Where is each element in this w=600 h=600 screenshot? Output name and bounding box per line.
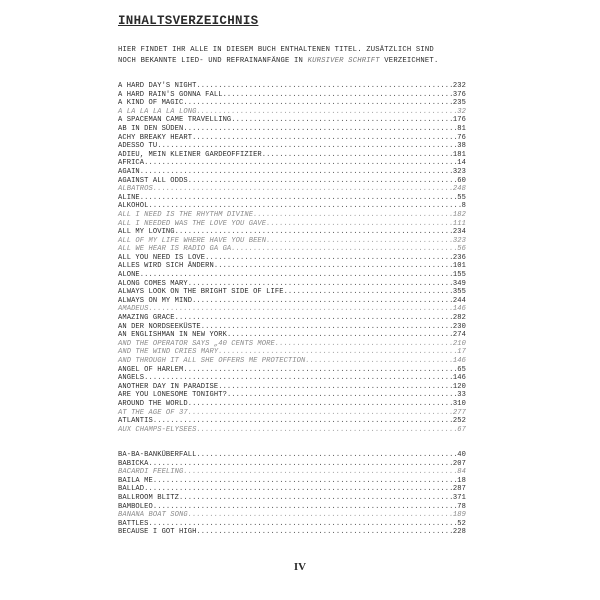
toc-entry bbox=[118, 340, 466, 349]
toc-entry-page: 287 bbox=[452, 485, 466, 494]
intro-italic-phrase: KURSIVER SCHRIFT bbox=[307, 57, 380, 65]
dot-leader bbox=[196, 426, 457, 435]
toc-entry-page: 67 bbox=[457, 425, 466, 434]
toc-entry bbox=[118, 228, 466, 237]
intro-line-1: HIER FINDET IHR ALLE IN DIESEM BUCH ENTHALTENEN TITEL. ZUSÄTZLICH SIND bbox=[118, 46, 434, 54]
toc-entry bbox=[118, 314, 466, 323]
toc-entry bbox=[118, 108, 466, 117]
toc-entry bbox=[118, 116, 466, 125]
dot-leader bbox=[183, 468, 457, 477]
toc-entry-page: 207 bbox=[452, 459, 466, 468]
toc-entry-title: AMAZING GRACE bbox=[118, 314, 175, 323]
toc-entry bbox=[118, 194, 466, 203]
dot-leader bbox=[201, 323, 453, 332]
toc-entry-title: ALL MY LOVING bbox=[118, 228, 175, 237]
toc-entry-page: 120 bbox=[452, 382, 466, 391]
dot-leader bbox=[231, 245, 457, 254]
dot-leader bbox=[175, 228, 453, 237]
toc-entry-title: AN ENGLISHMAN IN NEW YORK bbox=[118, 331, 227, 340]
toc-entry bbox=[118, 520, 466, 529]
toc-entry-title: ALINE bbox=[118, 193, 140, 202]
toc-entry-title: A KIND OF MAGIC bbox=[118, 99, 184, 108]
intro-line-2 bbox=[118, 57, 438, 65]
dot-leader bbox=[196, 82, 452, 91]
toc-entry bbox=[118, 151, 466, 160]
toc-entry-page: 146 bbox=[452, 374, 466, 383]
toc-entry bbox=[118, 237, 466, 246]
toc-entry-title: ALLES WIRD SICH ÄNDERN bbox=[118, 262, 214, 271]
toc-entry-page: 155 bbox=[452, 271, 466, 280]
dot-leader bbox=[149, 202, 462, 211]
toc-entry bbox=[118, 262, 466, 271]
toc-entry-page: 182 bbox=[452, 210, 466, 219]
toc-entry-title: ADESSO TU bbox=[118, 142, 158, 151]
toc-entry bbox=[118, 177, 466, 186]
dot-leader bbox=[140, 194, 457, 203]
toc-entry-title: AN DER NORDSEEKÜSTE bbox=[118, 322, 201, 331]
dot-leader bbox=[153, 503, 457, 512]
toc-entry-title: ALONE bbox=[118, 271, 140, 280]
toc-entry-page: 230 bbox=[452, 322, 466, 331]
toc-entry-page: 146 bbox=[452, 305, 466, 314]
toc-entry-title: AT THE AGE OF 37 bbox=[118, 408, 188, 417]
toc-entry bbox=[118, 366, 466, 375]
toc-entry-title: A HARD RAIN'S GONNA FALL bbox=[118, 90, 223, 99]
toc-entry-page: 323 bbox=[452, 236, 466, 245]
dot-leader bbox=[227, 391, 457, 400]
toc-entry-title: AND THE WIND CRIES MARY bbox=[118, 348, 219, 357]
dot-leader bbox=[144, 485, 453, 494]
toc-entry-page: 248 bbox=[452, 185, 466, 194]
dot-leader bbox=[266, 237, 453, 246]
dot-leader bbox=[284, 288, 453, 297]
dot-leader bbox=[218, 383, 453, 392]
dot-leader bbox=[144, 374, 453, 383]
toc-entry-title: BACARDI FEELING bbox=[118, 468, 184, 477]
dot-leader bbox=[140, 168, 453, 177]
toc-entry bbox=[118, 185, 466, 194]
toc-entry-title: BALLROOM BLITZ bbox=[118, 493, 179, 502]
dot-leader bbox=[183, 99, 453, 108]
dot-leader bbox=[192, 297, 453, 306]
dot-leader bbox=[231, 116, 453, 125]
toc-entry bbox=[118, 323, 466, 332]
toc-entry-page: 38 bbox=[457, 142, 466, 151]
dot-leader bbox=[153, 185, 453, 194]
toc-entry-page: 355 bbox=[452, 288, 466, 297]
dot-leader bbox=[253, 211, 453, 220]
dot-leader bbox=[183, 366, 457, 375]
toc-entry bbox=[118, 477, 466, 486]
toc-entry-title: BAILA ME bbox=[118, 476, 153, 485]
toc-entry-page: 111 bbox=[452, 219, 466, 228]
toc-entry-title: A SPACEMAN CAME TRAVELLING bbox=[118, 116, 232, 125]
dot-leader bbox=[153, 417, 453, 426]
toc-entry bbox=[118, 503, 466, 512]
toc-entry-page: 60 bbox=[457, 176, 466, 185]
toc-entry-title: ACHY BREAKY HEART bbox=[118, 133, 193, 142]
toc-entry-page: 33 bbox=[457, 391, 466, 400]
toc-section-b bbox=[118, 451, 466, 537]
toc-entry-title: AGAIN bbox=[118, 167, 140, 176]
toc-entry-title: AROUND THE WORLD bbox=[118, 399, 188, 408]
toc-entry-title: ALKOHOL bbox=[118, 202, 149, 211]
toc-entry-page: 32 bbox=[457, 107, 466, 116]
toc-entry-page: 232 bbox=[452, 82, 466, 90]
toc-entry-page: 176 bbox=[452, 116, 466, 125]
toc-entry bbox=[118, 511, 466, 520]
dot-leader bbox=[214, 262, 453, 271]
toc-entry bbox=[118, 91, 466, 100]
toc-entry-page: 81 bbox=[457, 124, 466, 133]
toc-entry bbox=[118, 134, 466, 143]
dot-leader bbox=[149, 460, 453, 469]
toc-entry-title: BATTLES bbox=[118, 519, 149, 528]
dot-leader bbox=[223, 91, 453, 100]
toc-entry bbox=[118, 82, 466, 91]
toc-entry-page: 228 bbox=[452, 528, 466, 537]
toc-entry bbox=[118, 125, 466, 134]
toc-entry-title: ALONG COMES MARY bbox=[118, 279, 188, 288]
toc-entry-title: ADIEU, MEIN KLEINER GARDEOFFIZIER bbox=[118, 150, 262, 159]
toc-entry-title: AND THROUGH IT ALL SHE OFFERS ME PROTECTION bbox=[118, 357, 306, 365]
toc-entry bbox=[118, 451, 466, 460]
dot-leader bbox=[140, 271, 453, 280]
toc-entry-title: BANANA BOAT SONG bbox=[118, 511, 188, 520]
toc-entry-title: ANOTHER DAY IN PARADISE bbox=[118, 382, 219, 391]
toc-entry-page: 14 bbox=[457, 159, 466, 168]
toc-entry bbox=[118, 391, 466, 400]
toc-entry bbox=[118, 271, 466, 280]
toc-entry-title: A HARD DAY'S NIGHT bbox=[118, 82, 197, 90]
toc-entry bbox=[118, 99, 466, 108]
toc-entry bbox=[118, 245, 466, 254]
intro-line-2-start: NOCH BEKANNTE LIED- UND REFRAINANFÄNGE IN bbox=[118, 57, 308, 65]
toc-entry-title: ANGELS bbox=[118, 374, 145, 383]
dot-leader bbox=[196, 108, 457, 117]
toc-entry-page: 234 bbox=[452, 228, 466, 237]
toc-entry-page: 244 bbox=[452, 296, 466, 305]
toc-entry-page: 56 bbox=[457, 245, 466, 254]
toc-entry bbox=[118, 168, 466, 177]
toc-entry bbox=[118, 288, 466, 297]
toc-entry-page: 40 bbox=[457, 451, 466, 459]
dot-leader bbox=[144, 159, 457, 168]
dot-leader bbox=[196, 451, 457, 460]
page-title: INHALTSVERZEICHNIS bbox=[118, 14, 259, 28]
dot-leader bbox=[218, 348, 457, 357]
toc-entry-title: ALL WE HEAR IS RADIO GA GA bbox=[118, 245, 232, 254]
dot-leader bbox=[175, 314, 453, 323]
toc-entry-page: 65 bbox=[457, 365, 466, 374]
toc-entry-page: 8 bbox=[461, 202, 466, 211]
toc-entry bbox=[118, 331, 466, 340]
dot-leader bbox=[188, 280, 453, 289]
toc-entry-title: BA-BA-BANKÜBERFALL bbox=[118, 451, 197, 459]
toc-entry bbox=[118, 468, 466, 477]
toc-entry bbox=[118, 426, 466, 435]
toc-entry-page: 282 bbox=[452, 314, 466, 323]
toc-entry-title: ALBATROS bbox=[118, 185, 153, 194]
toc-entry-page: 376 bbox=[452, 90, 466, 99]
dot-leader bbox=[149, 305, 453, 314]
toc-entry bbox=[118, 374, 466, 383]
dot-leader bbox=[153, 477, 457, 486]
toc-entry bbox=[118, 202, 466, 211]
toc-section-a bbox=[118, 82, 466, 434]
intro-line-2-end: VERZEICHNET. bbox=[379, 57, 439, 65]
dot-leader bbox=[188, 409, 453, 418]
toc-entry bbox=[118, 142, 466, 151]
toc-entry-page: 323 bbox=[452, 167, 466, 176]
toc-entry-page: 55 bbox=[457, 193, 466, 202]
toc-entry bbox=[118, 280, 466, 289]
dot-leader bbox=[305, 357, 453, 366]
toc-entry-page: 310 bbox=[452, 399, 466, 408]
toc-entry-title: AB IN DEN SÜDEN bbox=[118, 124, 184, 133]
toc-entry-page: 17 bbox=[457, 348, 466, 357]
toc-entry-title: BABICKA bbox=[118, 459, 149, 468]
toc-entry-title: AND THE OPERATOR SAYS „40 CENTS MORE bbox=[118, 339, 275, 348]
dot-leader bbox=[157, 142, 457, 151]
toc-entry-title: BECAUSE I GOT HIGH bbox=[118, 528, 197, 537]
toc-entry-title: ALWAYS ON MY MIND bbox=[118, 296, 193, 305]
toc-entry bbox=[118, 297, 466, 306]
toc-entry bbox=[118, 417, 466, 426]
toc-entry-page: 236 bbox=[452, 253, 466, 262]
toc-entry-title: ALL OF MY LIFE WHERE HAVE YOU BEEN bbox=[118, 236, 267, 245]
toc-entry bbox=[118, 485, 466, 494]
dot-leader bbox=[149, 520, 458, 529]
dot-leader bbox=[183, 125, 457, 134]
toc-entry bbox=[118, 528, 466, 537]
toc-entry-page: 371 bbox=[452, 493, 466, 502]
dot-leader bbox=[188, 177, 458, 186]
toc-entry bbox=[118, 305, 466, 314]
toc-entry bbox=[118, 220, 466, 229]
toc-entry bbox=[118, 400, 466, 409]
toc-entry-page: 101 bbox=[452, 262, 466, 271]
toc-entry-title: ARE YOU LONESOME TONIGHT? bbox=[118, 391, 227, 400]
toc-entry-title: BAMBOLEO bbox=[118, 502, 153, 511]
toc-entry-page: 210 bbox=[452, 339, 466, 348]
dot-leader bbox=[179, 494, 453, 503]
toc-entry-page: 274 bbox=[452, 331, 466, 340]
toc-entry-title: AGAINST ALL ODDS bbox=[118, 176, 188, 185]
toc-entry-page: 235 bbox=[452, 99, 466, 108]
toc-entry-title: ALWAYS LOOK ON THE BRIGHT SIDE OF LIFE bbox=[118, 288, 284, 297]
toc-entry-page: 84 bbox=[457, 468, 466, 477]
toc-entry-title: ANGEL OF HARLEM bbox=[118, 365, 184, 374]
toc-entry-title: A LA LA LA LA LONG bbox=[118, 107, 197, 116]
toc-entry bbox=[118, 357, 466, 366]
toc-entry-title: ALL I NEED IS THE RHYTHM DIVINE bbox=[118, 210, 254, 219]
dot-leader bbox=[188, 400, 453, 409]
toc-entry-page: 349 bbox=[452, 279, 466, 288]
toc-entry bbox=[118, 211, 466, 220]
page-number: IV bbox=[293, 561, 307, 573]
dot-leader bbox=[275, 340, 453, 349]
toc-entry-page: 146 bbox=[452, 357, 466, 365]
toc-entry bbox=[118, 348, 466, 357]
toc-entry-title: ALL YOU NEED IS LOVE bbox=[118, 253, 206, 262]
toc-entry bbox=[118, 383, 466, 392]
toc-entry bbox=[118, 494, 466, 503]
toc-entry-title: BALLAD bbox=[118, 485, 145, 494]
dot-leader bbox=[205, 254, 453, 263]
toc-entry-page: 189 bbox=[452, 511, 466, 520]
toc-entry bbox=[118, 460, 466, 469]
toc-entry-page: 277 bbox=[452, 408, 466, 417]
toc-entry-page: 78 bbox=[457, 502, 466, 511]
dot-leader bbox=[262, 151, 453, 160]
dot-leader bbox=[227, 331, 453, 340]
toc-entry-page: 18 bbox=[457, 476, 466, 485]
dot-leader bbox=[192, 134, 457, 143]
dot-leader bbox=[196, 528, 452, 537]
toc-entry-page: 52 bbox=[457, 519, 466, 528]
toc-entry-page: 181 bbox=[452, 150, 466, 159]
dot-leader bbox=[266, 220, 453, 229]
toc-entry-title: AMADEUS bbox=[118, 305, 149, 314]
toc-entry-page: 76 bbox=[457, 133, 466, 142]
dot-leader bbox=[188, 511, 453, 520]
toc-entry-title: AUX CHAMPS-ELYSEES bbox=[118, 425, 197, 434]
toc-entry bbox=[118, 409, 466, 418]
toc-entry-title: ATLANTIS bbox=[118, 417, 153, 426]
toc-entry bbox=[118, 159, 466, 168]
toc-entry-page: 252 bbox=[452, 417, 466, 426]
toc-entry-title: AFRICA bbox=[118, 159, 145, 168]
toc-entry-title: ALL I NEEDED WAS THE LOVE YOU GAVE bbox=[118, 219, 267, 228]
